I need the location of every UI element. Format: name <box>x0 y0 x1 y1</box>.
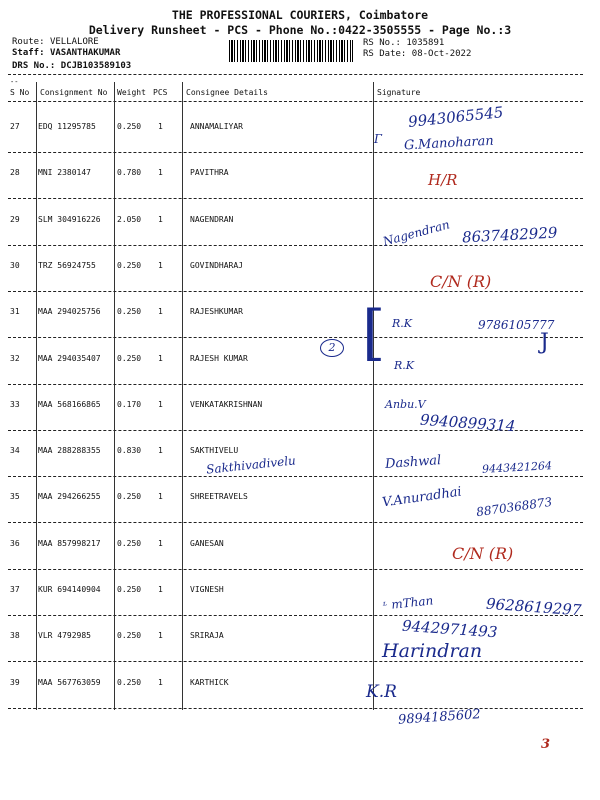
row-consignee: PAVITHRA <box>190 168 229 178</box>
handwriting-signature: R.K <box>394 359 414 372</box>
row-pcs: 1 <box>158 585 163 594</box>
handwriting-phone: 8870368873 <box>475 494 553 520</box>
row-pcs: 1 <box>158 631 163 641</box>
handwriting-note: H/R <box>428 171 458 189</box>
row-consignment: VLR 4792985 <box>38 631 91 641</box>
row-pcs: 1 <box>158 260 163 270</box>
rs-date-line <box>363 49 471 59</box>
rs-no-line <box>363 38 444 48</box>
row-pcs: 1 <box>158 538 163 548</box>
table-row <box>8 664 583 711</box>
row-sno: 36 <box>10 538 20 548</box>
row-weight: 0.250 <box>117 260 142 270</box>
handwriting-note: C/N (R) <box>452 544 514 563</box>
row-pcs: 1 <box>158 122 163 131</box>
row-consignee: SHREETRAVELS <box>190 492 248 502</box>
drs-value: DCJB103589103 <box>60 61 132 71</box>
handwriting-signature: Harindran <box>382 640 483 662</box>
handwriting-signature: ᶫ mThan <box>381 593 434 613</box>
row-sno: 31 <box>10 307 20 317</box>
col-consignee: Consignee Details <box>186 88 268 97</box>
row-consignment: MAA 567763059 <box>38 677 101 687</box>
row-consignee: KARTHICK <box>190 677 229 687</box>
col-signature: Signature <box>377 88 421 97</box>
rs-no-label: RS No.: <box>363 38 401 48</box>
row-rule <box>8 476 583 477</box>
handwriting-signature: Dashwal <box>384 453 442 472</box>
row-consignment: MAA 294035407 <box>38 353 101 363</box>
row-consignment: MAA 857998217 <box>38 538 101 548</box>
handwriting-phone: 9940899314 <box>419 410 516 436</box>
row-weight: 2.050 <box>117 214 142 224</box>
route-value: VELLALORE <box>49 37 99 47</box>
staff-label: Staff: <box>12 48 45 58</box>
row-rule <box>8 708 583 709</box>
row-consignment: MAA 294025756 <box>38 307 101 317</box>
row-weight: 0.250 <box>117 492 142 502</box>
handwriting-signature: Nagendran <box>381 217 452 249</box>
row-consignment: KUR 694140904 <box>38 585 101 594</box>
handwriting-phone: 9894185602 <box>397 707 482 728</box>
row-consignment: MAA 294266255 <box>38 492 101 502</box>
column-header-rule <box>8 101 583 102</box>
handwriting-phone: 9443421264 <box>481 459 553 476</box>
row-rule <box>8 337 583 338</box>
row-sno: 35 <box>10 492 20 502</box>
row-consignee: SRIRAJA <box>190 631 224 641</box>
row-weight: 0.250 <box>117 353 142 363</box>
rs-date-value: 08-Oct-2022 <box>411 49 472 59</box>
row-consignment: MNI 2380147 <box>38 168 91 178</box>
col-sno: S No <box>10 88 30 97</box>
row-sno: 32 <box>10 353 20 363</box>
row-pcs: 1 <box>158 399 163 409</box>
row-rule <box>8 152 583 153</box>
row-rule <box>8 522 583 523</box>
row-sno: 30 <box>10 260 20 270</box>
row-rule <box>8 291 583 292</box>
rs-no-value: 1035891 <box>406 38 445 48</box>
table-row <box>8 247 583 294</box>
row-consignment: EDQ 11295785 <box>38 122 96 131</box>
row-weight: 0.170 <box>117 399 142 409</box>
row-pcs: 1 <box>158 353 163 363</box>
row-consignee: RAJESH KUMAR <box>190 353 248 363</box>
route-line <box>12 37 99 47</box>
dots-marker: -- <box>10 78 19 86</box>
header-rule <box>8 74 583 75</box>
handwriting-mark: J <box>540 330 549 355</box>
row-rule <box>8 661 583 662</box>
row-sno: 29 <box>10 214 20 224</box>
row-consignment: MAA 288288355 <box>38 446 101 456</box>
row-sno: 39 <box>10 677 20 687</box>
row-weight: 0.830 <box>117 446 142 456</box>
rs-date-label: RS Date: <box>363 49 407 59</box>
staff-value: VASANTHAKUMAR <box>49 48 121 58</box>
handwriting-signature: Anbu.V <box>385 398 426 411</box>
row-consignment: TRZ 56924755 <box>38 260 96 270</box>
row-consignment: MAA 568166865 <box>38 399 101 409</box>
row-weight: 0.250 <box>117 538 142 548</box>
runsheet-subtitle: Delivery Runsheet - PCS - Phone No.:0422-3505555 - Page No.:3 <box>88 23 512 37</box>
col-weight: Weight <box>117 88 146 97</box>
company-title: THE PROFESSIONAL COURIERS, Coimbatore <box>171 8 429 22</box>
row-sno: 27 <box>10 122 20 131</box>
row-pcs: 1 <box>158 307 163 317</box>
handwriting-signature: R.K <box>392 317 412 330</box>
row-consignee: GANESAN <box>190 538 224 548</box>
row-rule <box>8 198 583 199</box>
row-consignee: VENKATAKRISHNAN <box>190 399 263 409</box>
row-weight: 0.250 <box>117 677 142 687</box>
row-rule <box>8 384 583 385</box>
row-consignee: RAJESHKUMAR <box>190 307 243 317</box>
row-weight: 0.250 <box>117 585 142 594</box>
handwriting-signature: G.Manoharan <box>403 133 495 154</box>
row-sno: 38 <box>10 631 20 641</box>
row-sno: 28 <box>10 168 20 178</box>
row-pcs: 1 <box>158 677 163 687</box>
handwriting-circle: 2 <box>320 339 344 357</box>
row-consignee: SAKTHIVELU <box>190 446 239 456</box>
table-row <box>8 293 583 340</box>
handwriting-signature: K.R <box>366 682 397 702</box>
row-pcs: 1 <box>158 214 163 224</box>
handwriting-phone: 8637482929 <box>461 223 558 247</box>
row-pcs: 1 <box>158 446 163 456</box>
row-consignee: GOVINDHARAJ <box>190 260 243 270</box>
barcode <box>229 40 353 62</box>
row-sno: 34 <box>10 446 20 456</box>
col-pcs: PCS <box>153 88 168 97</box>
row-consignment: SLM 304916226 <box>38 214 101 224</box>
route-label: Route: <box>12 37 45 47</box>
row-consignee: NAGENDRAN <box>190 214 234 224</box>
handwriting-bracket: [ <box>362 298 386 368</box>
handwriting-phone: 9943065545 <box>407 103 505 131</box>
row-rule <box>8 569 583 570</box>
handwriting-consignee: Sakthivadivelu <box>205 453 297 477</box>
table-row <box>8 340 583 387</box>
row-sno: 33 <box>10 399 20 409</box>
col-consignment: Consignment No <box>40 88 108 97</box>
drs-label: DRS No.: <box>12 61 56 71</box>
handwriting-phone: 9786105777 <box>478 318 555 332</box>
row-weight: 0.780 <box>117 168 142 178</box>
row-consignee: ANNAMALIYAR <box>190 122 243 131</box>
drs-line <box>12 61 131 71</box>
staff-line <box>12 48 120 58</box>
row-weight: 0.250 <box>117 122 142 131</box>
row-rule <box>8 615 583 616</box>
handwriting-note: C/N (R) <box>430 272 492 291</box>
row-pcs: 1 <box>158 492 163 502</box>
row-consignee: VIGNESH <box>190 585 224 594</box>
table-row <box>8 154 583 201</box>
handwriting-phone: 9442971493 <box>401 616 498 642</box>
page-number: 3 <box>541 737 551 752</box>
handwriting-phone: 9628619297 <box>485 594 582 620</box>
row-sno: 37 <box>10 585 20 594</box>
row-pcs: 1 <box>158 168 163 178</box>
row-weight: 0.250 <box>117 631 142 641</box>
handwriting-signature: V.Anuradhai <box>381 484 463 511</box>
tick-mark: Г <box>374 132 382 146</box>
row-rule <box>8 245 583 246</box>
row-weight: 0.250 <box>117 307 142 317</box>
